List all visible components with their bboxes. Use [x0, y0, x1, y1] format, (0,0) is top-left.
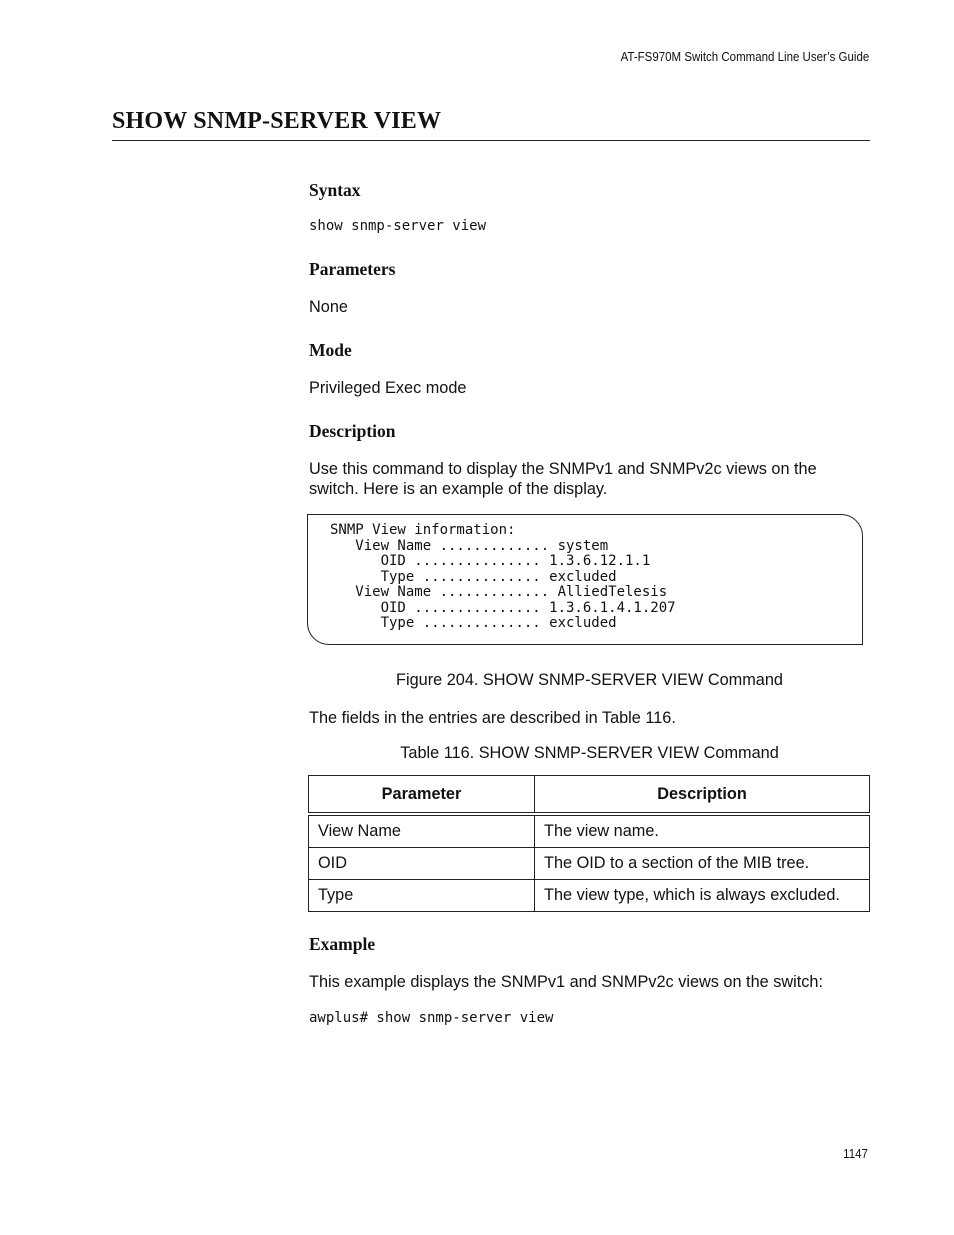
title-rule — [112, 140, 870, 141]
table-row — [309, 848, 870, 880]
parameters-heading: Parameters — [309, 259, 396, 279]
mode-text: Privileged Exec mode — [309, 379, 467, 397]
example-heading: Example — [309, 934, 376, 954]
example-command: awplus# show snmp-server view — [309, 1010, 554, 1026]
table-cell-description: The OID to a section of the MIB tree. — [535, 848, 870, 880]
example-text: This example displays the SNMPv1 and SNMPv2c views on the switch: — [309, 973, 823, 991]
figure-output-line: Type .............. excluded — [330, 615, 617, 631]
parameter-table — [308, 775, 870, 912]
table-row — [309, 880, 870, 912]
description-line-2: switch. Here is an example of the display. — [309, 480, 608, 498]
table-caption: Table 116. SHOW SNMP-SERVER VIEW Command — [400, 744, 779, 762]
figure-output-line: SNMP View information: — [330, 522, 516, 538]
figure-output-line: OID ............... 1.3.6.1.4.1.207 — [330, 599, 676, 616]
figure-output-line: OID ............... 1.3.6.12.1.1 — [330, 553, 651, 569]
page-number: 1147 — [843, 1147, 868, 1161]
table-header-row — [309, 776, 870, 815]
table-cell-parameter: OID — [309, 848, 535, 880]
description-line-1: Use this command to display the SNMPv1 and SNMPv2c views on the — [309, 460, 817, 478]
page-title: SHOW SNMP-SERVER VIEW — [112, 108, 442, 134]
figure-output-line: Type .............. excluded — [330, 568, 617, 585]
fields-intro-text: The fields in the entries are described in Table 116. — [309, 709, 676, 727]
figure-output-line: View Name ............. AlliedTelesis — [330, 584, 668, 600]
table-cell-parameter: Type — [309, 880, 535, 912]
parameters-text: None — [309, 298, 348, 316]
table-header-parameter: Parameter — [309, 776, 535, 815]
table-cell-parameter: View Name — [309, 814, 535, 848]
running-header: AT-FS970M Switch Command Line User’s Guide — [620, 50, 869, 64]
table-header-description: Description — [535, 776, 870, 815]
syntax-heading: Syntax — [309, 180, 361, 200]
table-cell-description: The view type, which is always excluded. — [535, 880, 870, 912]
syntax-command: show snmp-server view — [309, 218, 487, 234]
figure-output — [330, 523, 676, 632]
table-cell-description: The view name. — [535, 814, 870, 848]
table-row — [309, 814, 870, 848]
figure-caption: Figure 204. SHOW SNMP-SERVER VIEW Command — [396, 671, 783, 689]
description-heading: Description — [309, 421, 396, 441]
mode-heading: Mode — [309, 340, 352, 360]
figure-output-box — [307, 514, 863, 645]
figure-output-line: View Name ............. system — [330, 537, 609, 554]
